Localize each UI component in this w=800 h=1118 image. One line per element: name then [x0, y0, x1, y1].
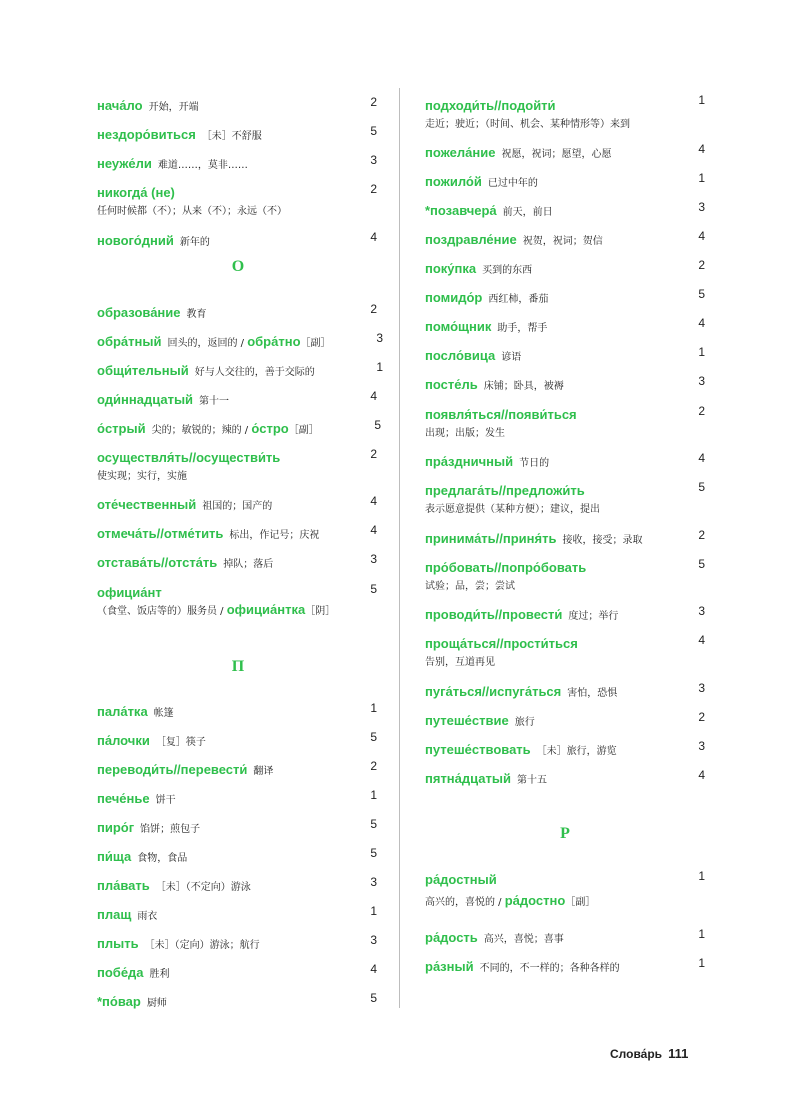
translation: ［未］（定向）游泳；航行 [144, 940, 260, 951]
headword: отмеча́ть//отме́тить [97, 526, 224, 541]
headword: принима́ть//приня́ть [425, 531, 557, 546]
translation: 馅饼；煎包子 [140, 824, 201, 835]
headword: осуществля́ть//осуществи́ть [97, 450, 281, 465]
translation: 走近；驶近；（时间、机会、某种情形等）来到 [425, 119, 630, 130]
translation: 表示愿意提供（某种方便）；建议，提出 [425, 504, 600, 515]
section-letter: П [231, 658, 245, 675]
entry [97, 230, 377, 248]
translation: 高兴，喜悦；喜事 [483, 934, 564, 945]
level: 4 [370, 523, 377, 537]
translation: 接收，接受；录取 [562, 535, 643, 546]
headword: пуга́ться//испуга́ться [425, 684, 562, 699]
page-footer [610, 1046, 688, 1061]
translation: 已过中年的 [487, 178, 538, 189]
headword: никогда́ (не) [97, 185, 175, 200]
level: 2 [698, 710, 705, 724]
headword: пожела́ние [425, 145, 496, 160]
headword: посло́вица [425, 348, 496, 363]
entry [425, 316, 705, 334]
headword: посте́ль [425, 377, 478, 392]
translation: 第十五 [516, 775, 547, 786]
grammar-note: ［副］ [565, 897, 596, 908]
level: 3 [370, 933, 377, 947]
headword: путеше́ствовать [425, 742, 531, 757]
translation: 节日的 [519, 458, 550, 469]
entry [425, 528, 705, 546]
entry [97, 302, 377, 320]
headword: па́лочки [97, 733, 150, 748]
level: 1 [370, 788, 377, 802]
level: 3 [698, 604, 705, 618]
level: 2 [370, 302, 377, 316]
translation: 饼干 [155, 795, 176, 806]
translation: 胜利 [149, 969, 170, 980]
entry [97, 95, 377, 113]
level: 4 [698, 229, 705, 243]
level: 3 [698, 200, 705, 214]
level: 4 [698, 451, 705, 465]
level: 5 [698, 287, 705, 301]
level: 5 [698, 557, 705, 571]
translation: 祝愿，祝词；愿望，心愿 [501, 149, 612, 160]
level: 1 [376, 360, 383, 374]
entry [97, 788, 377, 806]
entry [97, 523, 377, 541]
entry [425, 258, 705, 276]
entry [425, 451, 705, 469]
entry [97, 418, 381, 436]
entry [97, 331, 383, 349]
headword: пече́нье [97, 791, 150, 806]
entry [425, 229, 705, 247]
level: 3 [698, 374, 705, 388]
translation: 新年的 [179, 237, 210, 248]
translation: 好与人交往的，善于交际的 [194, 367, 315, 378]
headword: пла́вать [97, 878, 150, 893]
headword: предлага́ть//предложи́ть [425, 483, 585, 498]
level: 1 [698, 927, 705, 941]
footer-title: Слова́рь [610, 1047, 663, 1061]
entry [97, 582, 377, 617]
headword: официа́нт [97, 585, 162, 600]
entry [425, 956, 705, 974]
headword: нача́ло [97, 98, 143, 113]
headword: оте́чественный [97, 497, 197, 512]
translation: 助手，帮手 [497, 323, 548, 334]
level: 1 [370, 904, 377, 918]
translation: 祝贺，祝词；贺信 [522, 236, 603, 247]
headword: ра́дость [425, 930, 478, 945]
translation: 出现；出版；发生 [425, 428, 505, 439]
headword: ра́зный [425, 959, 474, 974]
headword: помо́щник [425, 319, 492, 334]
headword: пала́тка [97, 704, 148, 719]
entry [97, 730, 377, 748]
entry [425, 557, 705, 592]
translation: 难道……，莫非…… [157, 160, 248, 171]
headword: плащ [97, 907, 132, 922]
level: 4 [370, 962, 377, 976]
entry [97, 182, 377, 217]
entry [425, 927, 705, 945]
level: 5 [370, 846, 377, 860]
entry [97, 962, 377, 980]
headword: отстава́ть//отста́ть [97, 555, 218, 570]
translation: 祖国的；国产的 [202, 501, 273, 512]
entry [425, 374, 705, 392]
translation: 不同的，不一样的；各种各样的 [479, 963, 620, 974]
entry [425, 345, 705, 363]
grammar-note: ［副］ [300, 338, 331, 349]
translation: 买到的东西 [482, 265, 533, 276]
entry [97, 124, 377, 142]
entry [425, 287, 705, 305]
level: 2 [370, 182, 377, 196]
headword: поздравле́ние [425, 232, 517, 247]
level: 2 [370, 759, 377, 773]
translation: ［未］不舒服 [201, 131, 262, 142]
translation: 使实现；实行，实施 [97, 471, 187, 482]
entry [97, 817, 377, 835]
entry [425, 739, 705, 757]
entry [97, 447, 377, 482]
headword: обра́тный [97, 334, 162, 349]
level: 1 [698, 956, 705, 970]
headword-variant: о́стро [251, 421, 289, 436]
entry [97, 991, 377, 1009]
level: 2 [698, 404, 705, 418]
translation: 厨师 [146, 998, 167, 1009]
headword: пиро́г [97, 820, 135, 835]
level: 1 [698, 171, 705, 185]
translation: 任何时候都（不）；从来（不）；永远（不） [97, 206, 287, 217]
entry [97, 701, 377, 719]
translation: 床铺；卧具，被褥 [483, 381, 564, 392]
level: 2 [698, 528, 705, 542]
headword: пожило́й [425, 174, 482, 189]
level: 3 [698, 739, 705, 753]
translation: 帐篷 [153, 708, 174, 719]
headword: пи́ща [97, 849, 132, 864]
level: 1 [370, 701, 377, 715]
headword: плыть [97, 936, 139, 951]
translation: 开始，开端 [148, 102, 199, 113]
level: 4 [370, 389, 377, 403]
headword: нового́дний [97, 233, 174, 248]
translation: 高兴的，喜悦的 / [425, 897, 505, 908]
level: 1 [698, 93, 705, 107]
entry [425, 768, 705, 786]
entry [425, 710, 705, 728]
level: 5 [370, 124, 377, 138]
entry [97, 846, 377, 864]
grammar-note: ［阴］ [305, 606, 336, 617]
headword: поку́пка [425, 261, 477, 276]
translation: 标出，作记号；庆祝 [229, 530, 320, 541]
headword-variant: обра́тно [247, 334, 301, 349]
entry [425, 480, 705, 515]
headword: путеше́ствие [425, 713, 509, 728]
translation: 翻译 [253, 766, 274, 777]
headword: о́стрый [97, 421, 146, 436]
headword: помидо́р [425, 290, 483, 305]
headword: подходи́ть//подойти́ [425, 98, 556, 113]
translation: 雨衣 [137, 911, 158, 922]
translation: 第十一 [199, 396, 230, 407]
translation: 尖的；敏锐的；辣的 / [151, 425, 252, 436]
entry [97, 494, 377, 512]
level: 5 [698, 480, 705, 494]
entry [97, 389, 377, 407]
entry [97, 153, 377, 171]
level: 3 [698, 681, 705, 695]
entry [425, 633, 705, 668]
translation: （食堂、饭店等的）服务员 / [97, 606, 227, 617]
headword: пятна́дцатый [425, 771, 511, 786]
translation: 前天，前日 [502, 207, 553, 218]
headword: проща́ться//прости́ться [425, 636, 578, 651]
column-divider [399, 88, 400, 1008]
headword: появля́ться//появи́ться [425, 407, 577, 422]
headword: пра́здничный [425, 454, 514, 469]
level: 4 [698, 142, 705, 156]
level: 4 [698, 316, 705, 330]
entry [425, 95, 705, 130]
level: 4 [370, 494, 377, 508]
level: 4 [698, 768, 705, 782]
level: 2 [698, 258, 705, 272]
entry [97, 933, 377, 951]
entry [425, 404, 705, 439]
headword: неуже́ли [97, 156, 152, 171]
translation: 回头的，返回的 / [167, 338, 248, 349]
translation: ［复］筷子 [155, 737, 206, 748]
level: 3 [376, 331, 383, 345]
translation: 掉队；落后 [223, 559, 274, 570]
entry [425, 681, 705, 699]
level: 5 [370, 991, 377, 1005]
translation: 试验；品，尝；尝试 [425, 581, 515, 592]
level: 5 [370, 817, 377, 831]
level: 4 [698, 633, 705, 647]
level: 1 [698, 345, 705, 359]
headword: про́бовать//попро́бовать [425, 560, 587, 575]
entry [425, 142, 705, 160]
entry [425, 200, 705, 218]
translation: 旅行 [514, 717, 535, 728]
headword-variant: официа́нтка [226, 602, 306, 617]
translation: 教育 [186, 309, 207, 320]
level: 5 [370, 582, 377, 596]
headword: *позавчера́ [425, 203, 497, 218]
translation: 度过；举行 [568, 611, 619, 622]
level: 3 [370, 875, 377, 889]
entry [97, 759, 377, 777]
headword: переводи́ть//перевести́ [97, 762, 248, 777]
level: 5 [374, 418, 381, 432]
entry [425, 171, 705, 189]
entry [97, 875, 377, 893]
translation: ［未］旅行，游览 [536, 746, 617, 757]
translation: 谚语 [501, 352, 522, 363]
entry [425, 869, 705, 908]
headword-variant: ра́достно [504, 893, 566, 908]
page-number: 111 [668, 1046, 689, 1061]
headword: нездоро́виться [97, 127, 196, 142]
headword: образова́ние [97, 305, 181, 320]
entry [97, 360, 383, 378]
headword: общи́тельный [97, 363, 189, 378]
entry [97, 552, 377, 570]
section-letter: Р [560, 825, 570, 842]
level: 2 [370, 447, 377, 461]
level: 3 [370, 153, 377, 167]
level: 2 [370, 95, 377, 109]
level: 5 [370, 730, 377, 744]
level: 3 [370, 552, 377, 566]
level: 4 [370, 230, 377, 244]
entry [425, 604, 705, 622]
headword: *по́вар [97, 994, 141, 1009]
translation: 告别，互道再见 [425, 657, 495, 668]
grammar-note: ［副］ [288, 425, 319, 436]
level: 1 [698, 869, 705, 883]
translation: 害怕，恐惧 [567, 688, 618, 699]
headword: ра́достный [425, 872, 497, 887]
translation: 西红柿，番茄 [488, 294, 549, 305]
headword: проводи́ть//провести́ [425, 607, 563, 622]
entry [97, 904, 377, 922]
headword: побе́да [97, 965, 144, 980]
section-letter: О [231, 258, 245, 275]
headword: оди́ннадцатый [97, 392, 194, 407]
translation: ［未］（不定向）游泳 [155, 882, 251, 893]
translation: 食物，食品 [137, 853, 188, 864]
